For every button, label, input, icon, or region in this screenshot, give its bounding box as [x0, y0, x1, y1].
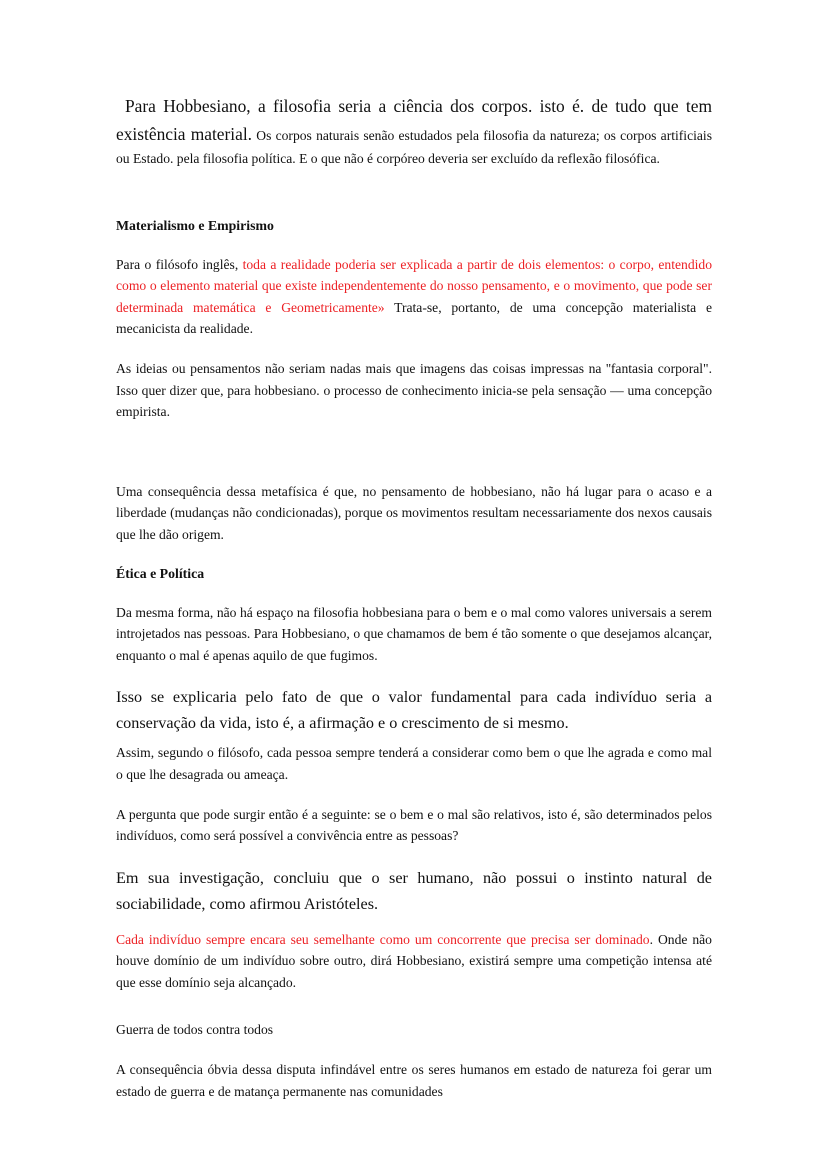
paragraph-materialismo-1 — [116, 254, 712, 340]
dominio-tail: . Onde não houve domínio de um indivíduo sobre outro, dirá Hobbesiano, existirá sempre uma competição intensa até que esse domínio seja alcançado. — [116, 931, 712, 990]
spacer — [116, 340, 712, 358]
paragraph-etica-3: Assim, segundo o filósofo, cada pessoa sempre tenderá a considerar como bem o que lhe agrada e como mal o que lhe desagrada ou ameaça. — [116, 745, 712, 782]
spacer — [116, 1041, 712, 1059]
paragraph-investigacao: Em sua investigação, concluiu que o ser humano, não possui o instinto natural de sociabilidade, como afirmou Aristóteles. — [116, 868, 712, 913]
materialismo-1-highlight: toda a realidade poderia ser explicada a partir de dois elementos: o corpo, entendido como o elemento material que existe independentemente do nosso pensamento, e o movimento, que pode ser determinada matemática e Geometricamente» — [116, 256, 713, 315]
spacer — [116, 584, 712, 602]
spacer — [116, 423, 712, 469]
heading-materialismo-e-empirismo: Materialismo e Empirismo — [116, 217, 274, 233]
spacer — [116, 786, 712, 804]
spacer — [116, 993, 712, 1019]
intro-continuation: Os corpos naturais senão estudados pela filosofia da natureza; os corpos artificiais ou Estado. pela filosofia política. E o que não é corpóreo deveria ser excluído da reflexão filosófica. — [116, 128, 712, 166]
materialismo-1-tail: Trata-se, portanto, de uma concepção materialista e mecanicista da realidade. — [116, 299, 712, 337]
paragraph-etica-1: Da mesma forma, não há espaço na filosofia hobbesiana para o bem e o mal como valores universais a serem introjetados nas pessoas. Para Hobbesiano, o que chamamos de bem é tão somente o que desejamos alcançar, enquanto o mal é apenas aquilo de que fugimos. — [116, 604, 712, 663]
paragraph-guerra-1: A consequência óbvia dessa disputa infindável entre os seres humanos em estado de natureza foi gerar um estado de guerra e de matança permanente nas comunidades — [116, 1062, 712, 1099]
dominio-highlight: Cada indivíduo sempre encara seu semelhante como um concorrente que precisa ser dominado — [116, 931, 650, 947]
paragraph-dominio — [116, 929, 712, 994]
heading-etica-e-politica: Ética e Política — [116, 565, 205, 581]
spacer — [116, 469, 712, 481]
spacer — [116, 170, 712, 216]
intro-lead-sentence: Para Hobbesiano, a filosofia seria a ciência dos corpos. isto é. de tudo que tem existência material. — [116, 96, 712, 144]
spacer — [116, 847, 712, 865]
paragraph-etica-2: Isso se explicaria pelo fato de que o valor fundamental para cada indivíduo seria a conservação da vida, isto é, a afirmação e o crescimento de si mesmo. — [116, 688, 712, 733]
paragraph-materialismo-2: As ideias ou pensamentos não seriam nadas mais que imagens das coisas impressas na ''fantasia corporal". Isso quer dizer que, para hobbesiano. o processo de conhecimento inicia-se pela sensação — uma concepção empirista. — [116, 360, 712, 420]
paragraph-metafisica: Uma consequência dessa metafísica é que, no pensamento de hobbesiano, não há lugar para o acaso e a liberdade (mudanças não condicionadas), porque os movimentos resultam necessariamente dos nexos causais que lhe dão origem. — [116, 483, 712, 542]
paragraph-etica-4: A pergunta que pode surgir então é a seguinte: se o bem e o mal são relativos, isto é, são determinados pelos indivíduos, como será possível a convivência entre as pessoas? — [116, 806, 712, 844]
spacer — [116, 666, 712, 684]
paragraph-intro — [116, 92, 712, 170]
materialismo-1-lead: Para o filósofo inglês, — [116, 256, 243, 272]
spacer — [116, 546, 712, 564]
document-text-column — [116, 92, 712, 1102]
subheading-guerra-de-todos-contra-todos: Guerra de todos contra todos — [116, 1022, 274, 1038]
spacer — [116, 917, 712, 929]
spacer — [116, 236, 712, 254]
